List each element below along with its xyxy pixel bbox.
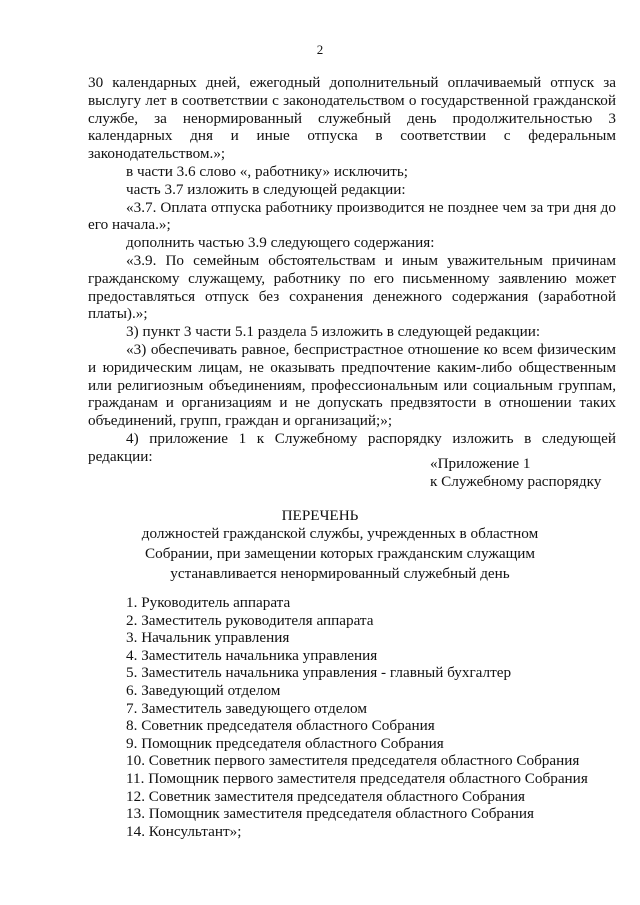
body-text [88,74,616,466]
page-number: 2 [316,42,324,57]
list-item: 9. Помощник председателя областного Собрания [126,734,444,752]
list-subtitle-line: Собрании, при замещении которых гражданским служащим [144,544,536,562]
paragraph: 3) пункт 3 части 5.1 раздела 5 изложить в следующей редакции: [126,323,541,341]
list-item: 7. Заместитель заведующего отделом [126,699,367,717]
appendix-reference-line: «Приложение 1 [430,455,531,472]
paragraph: 4) приложение 1 к Служебному распорядку изложить в следующей редакции: [88,429,616,465]
list-title: ПЕРЕЧЕНЬ [281,507,359,524]
list-item: 1. Руководитель аппарата [126,594,291,611]
list-item: 14. Консультант»; [126,822,242,840]
list-subtitle-line: устанавливается ненормированный служебный день [170,564,510,582]
appendix-reference-line: к Служебному распорядку [430,472,602,490]
list-item: 3. Начальник управления [126,629,290,647]
list-item: 11. Помощник первого заместителя председателя областного Собрания [126,769,588,787]
list-item: 2. Заместитель руководителя аппарата [126,611,374,629]
list-subtitle [130,524,550,583]
paragraph: «3.7. Оплата отпуска работнику производится не позднее чем за три дня до его начала.»; [88,198,616,234]
list-item: 4. Заместитель начальника управления [126,646,378,664]
paragraph: дополнить частью 3.9 следующего содержания: [126,234,435,252]
paragraph: 30 календарных дней, ежегодный дополнительный оплачиваемый отпуск за выслугу лет в соответствии с законодательством о государственной гражданской службе, за ненормированный служебный день продолжительностью 3 календарных дня и иные отпуска в соответствии с федеральным законодательством.»; [88,74,616,163]
paragraph: «3) обеспечивать равное, беспристрастное отношение ко всем физическим и юридическим лицам, не оказывать предпочтение каким-либо общественным или религиозным объединениям, профессиональным или социальным группам, гражданам и организациям и не допускать предвзятости в отношении таких объединений, групп, граждан и организаций;»; [88,340,616,430]
list-item: 5. Заместитель начальника управления - главный бухгалтер [126,664,512,682]
paragraph: в части 3.6 слово «, работнику» исключить; [126,162,409,180]
list-item: 8. Советник председателя областного Собрания [126,717,435,735]
list-subtitle-line: должностей гражданской службы, учрежденных в областном [141,525,539,542]
list-item: 6. Заведующий отделом [126,681,281,699]
list-item: 12. Советник заместителя председателя областного Собрания [126,787,526,805]
paragraph: часть 3.7 изложить в следующей редакции: [126,180,406,198]
positions-list [126,594,588,840]
list-item: 10. Советник первого заместителя председателя областного Собрания [126,752,580,770]
appendix-reference [430,455,601,491]
list-item: 13. Помощник заместителя председателя областного Собрания [126,805,534,823]
paragraph: «3.9. По семейным обстоятельствам и иным уважительным причинам гражданскому служащему, работнику по его письменному заявлению может предоставляться отпуск без сохранения денежного содержания (заработной платы).»; [88,251,616,323]
